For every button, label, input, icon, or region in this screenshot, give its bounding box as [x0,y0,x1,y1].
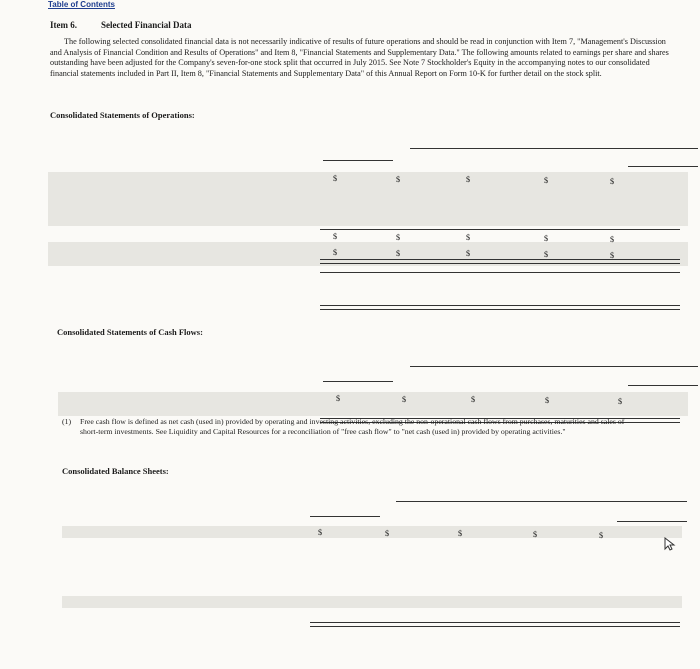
table-rule [310,622,680,627]
year-rule [323,160,393,161]
currency-symbol: $ [599,531,604,540]
intro-paragraph [50,37,670,79]
row-shading [58,392,688,416]
table-rule [320,305,680,310]
mouse-cursor-icon [664,537,676,551]
balance-title: Consolidated Balance Sheets: [62,466,169,476]
year-rule [628,385,698,386]
currency-symbol: $ [333,174,338,183]
header-rule [410,148,698,149]
operations-title: Consolidated Statements of Operations: [50,110,195,120]
year-rule [310,516,380,517]
currency-symbol: $ [610,177,615,186]
item-title: Selected Financial Data [101,20,192,30]
footnote-marker: (1) [62,417,72,426]
intro-text: The following selected consolidated financial data is not necessarily indicative of results of future operations and should be read in conjunction with Item 7, "Management's Discussion and Analysis of Financial Condition and Results of Operations" and Item 8, "Financial Statements and Supplementary Data." The following amounts related to earnings per share and shares outstanding have been adjusted for the Company's seven-for-one stock split that occurred in July 2015. See Note 7 Stockholder's Equity in the accompanying notes to our consolidated financial statements included in Part II, Item 8, "Financial Statements and Supplementary Data" of this Annual Report on Form 10-K for further detail on the stock split. [50,37,669,78]
year-rule [617,521,687,522]
currency-symbol: $ [396,249,401,258]
currency-symbol: $ [458,529,463,538]
currency-symbol: $ [336,394,341,403]
currency-symbol: $ [544,176,549,185]
year-rule [628,166,698,167]
currency-symbol: $ [466,175,471,184]
currency-symbol: $ [385,529,390,538]
table-rule [320,229,680,230]
currency-symbol: $ [318,528,323,537]
currency-symbol: $ [402,395,407,404]
currency-symbol: $ [396,233,401,242]
cashflows-title: Consolidated Statements of Cash Flows: [57,327,203,337]
year-rule [323,381,393,382]
currency-symbol: $ [466,233,471,242]
row-shading [62,596,682,608]
header-rule [410,366,698,367]
currency-symbol: $ [610,251,615,260]
table-rule [320,272,680,273]
row-shading [62,526,682,538]
currency-symbol: $ [333,248,338,257]
footnote-text: Free cash flow is defined as net cash (used in) provided by operating and investing activities, excluding the non-operational cash flows from purchases, maturities and sales of short-term investments. See Liquidity and Capital Resources for a reconciliation of "free cash flow" to "net cash (used in) provided by operating activities." [80,417,625,436]
row-shading [48,172,688,226]
currency-symbol: $ [533,530,538,539]
currency-symbol: $ [545,396,550,405]
currency-symbol: $ [544,234,549,243]
currency-symbol: $ [618,397,623,406]
table-rule [320,259,680,264]
item-heading [50,20,192,30]
header-rule [396,501,687,502]
currency-symbol: $ [471,395,476,404]
currency-symbol: $ [333,232,338,241]
table-of-contents-link[interactable]: Table of Contents [48,0,115,9]
currency-symbol: $ [610,235,615,244]
currency-symbol: $ [544,250,549,259]
currency-symbol: $ [466,249,471,258]
item-number: Item 6. [50,20,77,30]
currency-symbol: $ [396,175,401,184]
